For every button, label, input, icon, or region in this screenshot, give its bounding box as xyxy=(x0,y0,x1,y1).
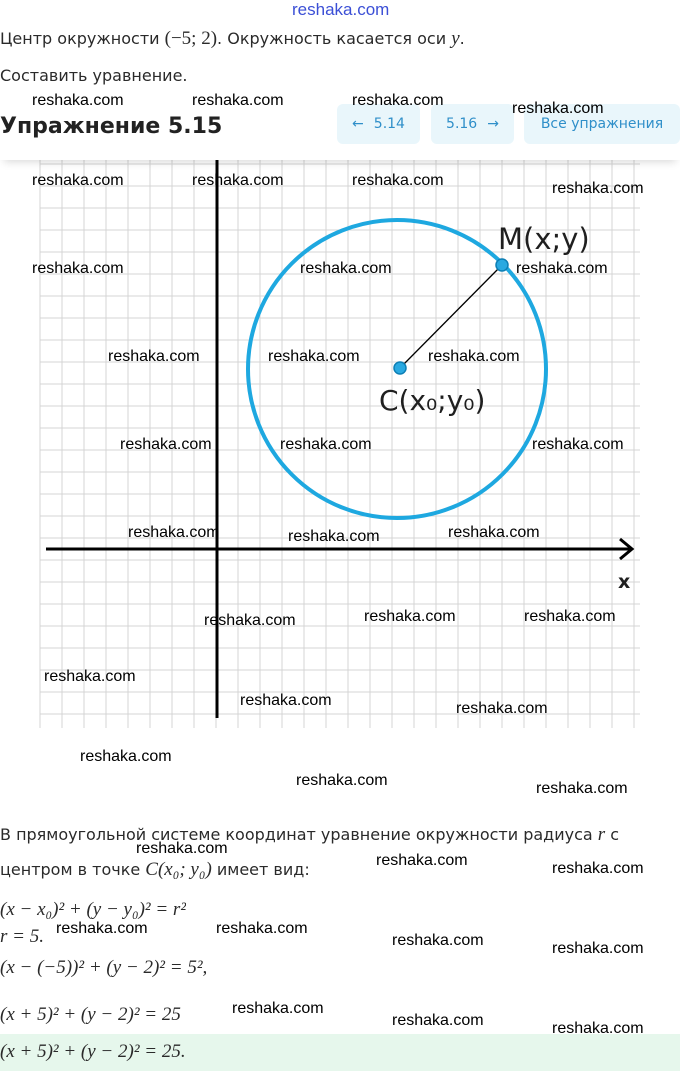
intro-radius-symbol: r xyxy=(597,824,606,845)
watermark-text: reshaka.com xyxy=(552,860,644,877)
watermark-text: reshaka.com xyxy=(296,772,388,789)
label-c: C(x₀;y₀) xyxy=(379,384,486,417)
equation-radius: r = 5. xyxy=(0,926,44,947)
watermark-text: reshaka.com xyxy=(512,100,604,117)
intro-center-symbol: C(x₀; y₀) xyxy=(145,859,212,880)
problem-center: (−5; 2) xyxy=(164,28,218,49)
watermark-text: reshaka.com xyxy=(268,348,360,365)
arrow-left-icon: ← xyxy=(352,116,364,132)
watermark-top[interactable]: reshaka.com xyxy=(292,0,390,19)
watermark-text: reshaka.com xyxy=(552,1020,644,1037)
watermark-text: reshaka.com xyxy=(428,348,520,365)
watermark-text: reshaka.com xyxy=(280,436,372,453)
point-c xyxy=(394,362,406,374)
watermark-text: reshaka.com xyxy=(192,172,284,189)
watermark-text: reshaka.com xyxy=(552,940,644,957)
all-label: Все упражнения xyxy=(540,116,664,132)
problem-text-c: . xyxy=(459,29,465,48)
intro-text-a: В прямоугольной системе координат уравнение окружности радиуса xyxy=(0,825,598,844)
watermark-text: reshaka.com xyxy=(392,932,484,949)
watermark-text: reshaka.com xyxy=(552,180,644,197)
watermark-text: reshaka.com xyxy=(364,608,456,625)
problem-text-b: . Окружность касается оси xyxy=(217,29,452,48)
solution-intro-2 xyxy=(0,859,310,881)
solution-intro-1 xyxy=(0,824,619,846)
problem-axis: y xyxy=(451,28,460,49)
watermark-text: reshaka.com xyxy=(516,260,608,277)
label-x: x xyxy=(618,571,631,593)
next-exercise-button[interactable] xyxy=(431,104,514,144)
watermark-text: reshaka.com xyxy=(32,260,124,277)
watermark-text: reshaka.com xyxy=(32,172,124,189)
point-m xyxy=(496,259,508,271)
arrow-right-icon: → xyxy=(487,116,499,132)
watermark-text: reshaka.com xyxy=(204,612,296,629)
watermark-text: reshaka.com xyxy=(232,1000,324,1017)
watermark-text: reshaka.com xyxy=(136,840,228,857)
equation-simplified: (x + 5)² + (y − 2)² = 25 xyxy=(0,1004,181,1025)
equation-answer: (x + 5)² + (y − 2)² = 25. xyxy=(0,1041,186,1062)
watermark-text: reshaka.com xyxy=(376,852,468,869)
next-label: 5.16 xyxy=(446,116,478,132)
watermark-text: reshaka.com xyxy=(120,436,212,453)
intro-text-b: с xyxy=(605,825,620,844)
watermark-text: reshaka.com xyxy=(536,780,628,797)
watermark-text: reshaka.com xyxy=(300,260,392,277)
watermark-text: reshaka.com xyxy=(56,920,148,937)
watermark-text: reshaka.com xyxy=(352,92,444,109)
watermark-text: reshaka.com xyxy=(448,524,540,541)
prev-exercise-button[interactable] xyxy=(337,104,420,144)
prev-label: 5.14 xyxy=(373,116,405,132)
equation-substituted: (x − (−5))² + (y − 2)² = 5², xyxy=(0,957,208,978)
page-title: Упражнение 5.15 xyxy=(0,114,223,139)
watermark-text: reshaka.com xyxy=(80,748,172,765)
watermark-text: reshaka.com xyxy=(44,668,136,685)
watermark-text: reshaka.com xyxy=(128,524,220,541)
watermark-text: reshaka.com xyxy=(240,692,332,709)
watermark-text: reshaka.com xyxy=(532,436,624,453)
watermark-text: reshaka.com xyxy=(108,348,200,365)
label-m: M(x;y) xyxy=(498,222,590,256)
watermark-text: reshaka.com xyxy=(456,700,548,717)
watermark-text: reshaka.com xyxy=(192,92,284,109)
intro-text-c: центром в точке xyxy=(0,860,146,879)
watermark-text: reshaka.com xyxy=(32,92,124,109)
watermark-text: reshaka.com xyxy=(352,172,444,189)
intro-text-d: имеет вид: xyxy=(211,860,310,879)
watermark-text: reshaka.com xyxy=(288,528,380,545)
problem-line-2: Составить уравнение. xyxy=(0,66,188,85)
problem-text-a: Центр окружности xyxy=(0,29,165,48)
watermark-text: reshaka.com xyxy=(392,1012,484,1029)
watermark-text: reshaka.com xyxy=(216,920,308,937)
equation-general: (x − x₀)² + (y − y₀)² = r² xyxy=(0,899,187,919)
problem-line-1 xyxy=(0,28,465,50)
watermark-text: reshaka.com xyxy=(524,608,616,625)
